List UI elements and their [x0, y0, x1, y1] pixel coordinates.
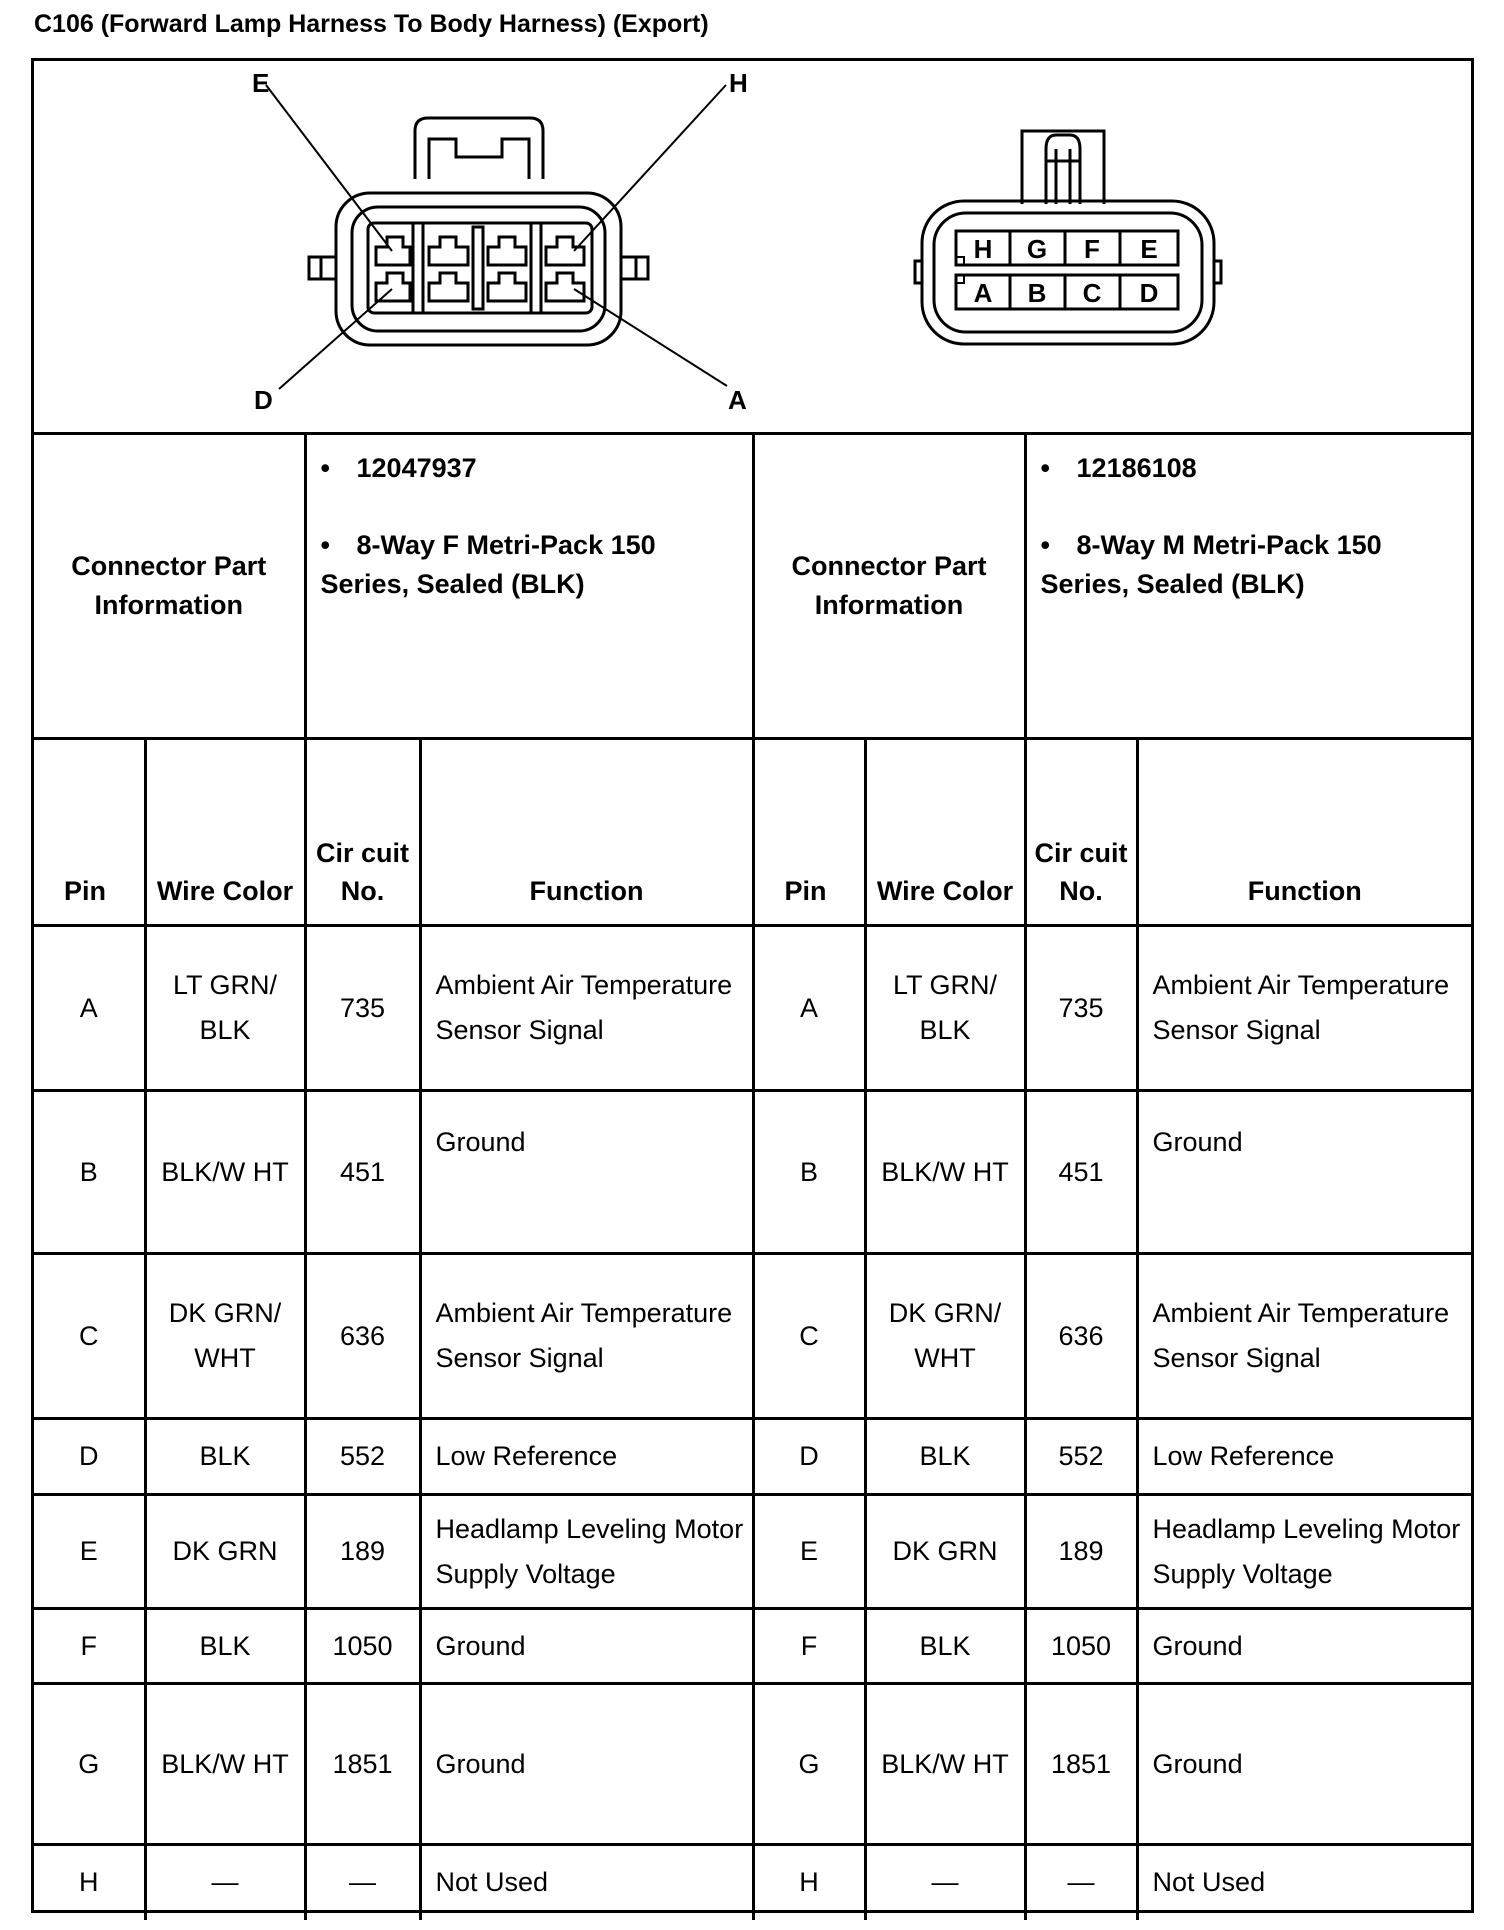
circuit-cell: 451	[305, 1091, 420, 1254]
table-row	[34, 1091, 1471, 1254]
header-wire-color: Wire Color	[145, 739, 305, 926]
function-cell: Ground	[1137, 1609, 1471, 1684]
wire-color-cell: DK GRN/ WHT	[865, 1254, 1025, 1419]
connector-info-label-right: Connector Part Information	[753, 434, 1025, 739]
wire-color-cell: DK GRN	[865, 1495, 1025, 1609]
pin-cell: A	[34, 926, 145, 1091]
function-cell: Ambient Air Temperature Sensor Signal	[1137, 1254, 1471, 1419]
table-row	[34, 1684, 1471, 1845]
connector-diagrams	[34, 61, 1471, 432]
male-pin-label: E	[1140, 234, 1158, 264]
circuit-cell: 189	[305, 1495, 420, 1609]
page-title: C106 (Forward Lamp Harness To Body Harness) (Export)	[34, 10, 709, 38]
connector-description-right: 8-Way M Metri-Pack 150 Series, Sealed (BLK)	[1040, 530, 1382, 599]
male-pin-label: G	[1026, 234, 1048, 264]
male-pin-label: F	[1084, 234, 1100, 264]
function-cell: Ground	[420, 1091, 753, 1254]
wire-color-cell: BLK	[865, 1609, 1025, 1684]
circuit-cell: 1851	[305, 1684, 420, 1845]
function-cell: Ground	[1137, 1684, 1471, 1845]
pin-cell: B	[34, 1091, 145, 1254]
male-pin-label: A	[973, 278, 993, 308]
wire-color-cell: BLK	[145, 1419, 305, 1495]
pin-cell: G	[753, 1684, 865, 1845]
pin-cell: H	[34, 1845, 145, 1920]
circuit-cell: 552	[305, 1419, 420, 1495]
function-cell: Low Reference	[1137, 1419, 1471, 1495]
female-connector-drawing	[266, 85, 727, 389]
circuit-cell: 552	[1025, 1419, 1137, 1495]
header-circuit-no: Cir cuit No.	[305, 739, 420, 926]
wire-color-cell: LT GRN/ BLK	[865, 926, 1025, 1091]
circuit-cell: 735	[1025, 926, 1137, 1091]
connector-info-row	[34, 434, 1471, 739]
table-row	[34, 1845, 1471, 1920]
table-row	[34, 926, 1471, 1091]
wire-color-cell: BLK/W HT	[865, 1091, 1025, 1254]
circuit-cell: 189	[1025, 1495, 1137, 1609]
wire-color-cell: BLK/W HT	[145, 1684, 305, 1845]
function-cell: Headlamp Leveling Motor Supply Voltage	[1137, 1495, 1471, 1609]
connector-info-label-left: Connector Part Information	[34, 434, 305, 739]
function-cell: Ground	[420, 1609, 753, 1684]
pinout-table	[34, 432, 1471, 1920]
circuit-cell: —	[1025, 1845, 1137, 1920]
pin-cell: C	[753, 1254, 865, 1419]
connector-info-left: • 12047937 • 8-Way F Metri-Pack 150 Series, Sealed (BLK)	[305, 434, 753, 739]
connector-drawings	[34, 61, 1471, 432]
pin-cell: B	[753, 1091, 865, 1254]
header-pin: Pin	[753, 739, 865, 926]
male-connector-drawing	[915, 131, 1221, 344]
male-pin-label: H	[973, 234, 993, 264]
circuit-cell: 636	[1025, 1254, 1137, 1419]
pin-cell: G	[34, 1684, 145, 1845]
circuit-cell: 1050	[305, 1609, 420, 1684]
pin-cell: H	[753, 1845, 865, 1920]
pin-cell: A	[753, 926, 865, 1091]
pin-cell: D	[753, 1419, 865, 1495]
pin-cell: F	[34, 1609, 145, 1684]
wire-color-cell: DK GRN/ WHT	[145, 1254, 305, 1419]
function-cell: Ambient Air Temperature Sensor Signal	[1137, 926, 1471, 1091]
wire-color-cell: BLK/W HT	[145, 1091, 305, 1254]
table-row	[34, 1254, 1471, 1419]
header-wire-color: Wire Color	[865, 739, 1025, 926]
table-row	[34, 1495, 1471, 1609]
header-row	[34, 739, 1471, 926]
male-pin-label: D	[1139, 278, 1159, 308]
header-function: Function	[420, 739, 753, 926]
circuit-cell: 735	[305, 926, 420, 1091]
pin-cell: C	[34, 1254, 145, 1419]
function-cell: Ground	[1137, 1091, 1471, 1254]
callout-label-h: H	[729, 68, 748, 98]
function-cell: Headlamp Leveling Motor Supply Voltage	[420, 1495, 753, 1609]
function-cell: Not Used	[1137, 1845, 1471, 1920]
function-cell: Ambient Air Temperature Sensor Signal	[420, 1254, 753, 1419]
wire-color-cell: BLK	[865, 1419, 1025, 1495]
function-cell: Not Used	[420, 1845, 753, 1920]
pin-cell: E	[753, 1495, 865, 1609]
callout-label-a: A	[728, 385, 747, 415]
wire-color-cell: BLK/W HT	[865, 1684, 1025, 1845]
circuit-cell: 636	[305, 1254, 420, 1419]
wire-color-cell: DK GRN	[145, 1495, 305, 1609]
function-cell: Low Reference	[420, 1419, 753, 1495]
wire-color-cell: —	[865, 1845, 1025, 1920]
table-row	[34, 1609, 1471, 1684]
pin-cell: F	[753, 1609, 865, 1684]
male-pin-label: C	[1082, 278, 1102, 308]
callout-label-d: D	[254, 385, 273, 415]
connector-info-right: • 12186108 • 8-Way M Metri-Pack 150 Series, Sealed (BLK)	[1025, 434, 1471, 739]
function-cell: Ground	[420, 1684, 753, 1845]
table-row	[34, 1419, 1471, 1495]
function-cell: Ambient Air Temperature Sensor Signal	[420, 926, 753, 1091]
wire-color-cell: BLK	[145, 1609, 305, 1684]
header-circuit-no: Cir cuit No.	[1025, 739, 1137, 926]
connector-description-left: 8-Way F Metri-Pack 150 Series, Sealed (BLK)	[320, 530, 656, 599]
part-number-right: 12186108	[1076, 453, 1197, 483]
circuit-cell: 1851	[1025, 1684, 1137, 1845]
header-function: Function	[1137, 739, 1471, 926]
circuit-cell: 451	[1025, 1091, 1137, 1254]
header-pin: Pin	[34, 739, 145, 926]
circuit-cell: —	[305, 1845, 420, 1920]
circuit-cell: 1050	[1025, 1609, 1137, 1684]
male-pin-label: B	[1027, 278, 1047, 308]
wire-color-cell: LT GRN/ BLK	[145, 926, 305, 1091]
part-number-left: 12047937	[356, 453, 477, 483]
callout-label-e: E	[252, 68, 270, 98]
pin-cell: D	[34, 1419, 145, 1495]
wire-color-cell: —	[145, 1845, 305, 1920]
pin-cell: E	[34, 1495, 145, 1609]
